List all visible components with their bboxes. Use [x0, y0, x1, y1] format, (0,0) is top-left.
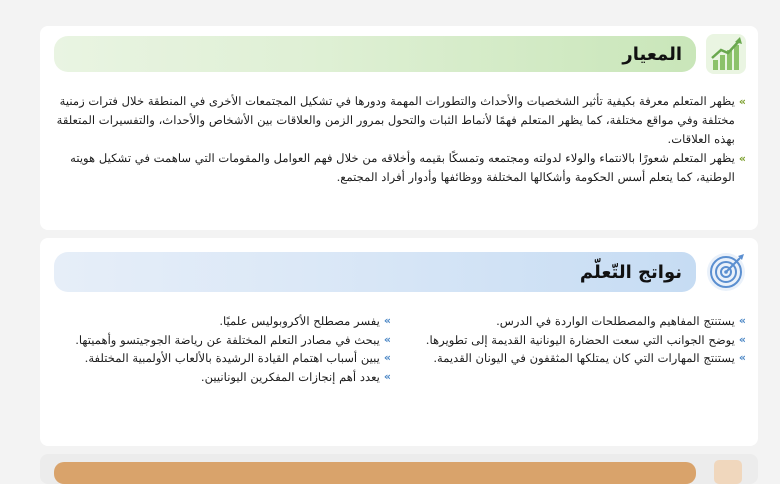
next-section-panel	[40, 454, 758, 484]
outcome-item	[405, 312, 746, 331]
outcome-item-text: يعدد أهم إنجازات المفكرين اليونانيين.	[200, 369, 380, 384]
outcome-item-text: يفسر مصطلح الأكروبوليس علميًا.	[219, 314, 380, 328]
standard-item-text: يظهر المتعلم معرفة بكيفية تأثير الشخصيات والأحداث والتطورات المهمة ودورها في تشكيل المجتمعات الأخرى في المنطقة خلال فترات زمنية مختلفة وفي مواقع مختلفة، كما يظهر المتعلم فهمًا لأنماط الثبات والتحول بمرور الزمن والعلاقات بين الأشخاص والأحداث، والتفسيرات المتعلقة بهذه العلاقات.	[56, 94, 735, 146]
outcome-item-text: يستنتج المهارات التي كان يمتلكها المثقفون في اليونان القديمة.	[433, 351, 735, 365]
outcome-item-text: يوضح الجوانب التي سعت الحضارة اليونانية القديمة إلى تطويرها.	[425, 332, 735, 347]
next-section-icon	[714, 460, 742, 484]
outcomes-columns	[50, 312, 746, 386]
standard-list	[50, 92, 746, 187]
outcome-item-text: يبين أسباب اهتمام القيادة الرشيدة بالألعاب الأولمبية المختلفة.	[84, 351, 380, 365]
bullet-marker: »	[738, 351, 746, 364]
standard-header-bar	[54, 36, 696, 72]
outcome-item-text: يبحث في مصادر التعلم المختلفة عن رياضة الجوجيتسو وأهميتها.	[75, 332, 380, 347]
bullet-marker: »	[738, 332, 746, 346]
bullet-marker: »	[383, 332, 391, 346]
standard-panel	[40, 26, 758, 230]
outcomes-title: نواتج التّعلّم	[579, 261, 682, 283]
next-section-header-bar	[54, 462, 696, 484]
outcome-item	[50, 349, 391, 368]
outcome-item	[50, 331, 391, 350]
bullet-marker: »	[383, 314, 391, 327]
outcomes-header-bar	[54, 252, 696, 292]
bullet-marker: »	[383, 351, 391, 364]
outcome-item	[405, 331, 746, 350]
standard-item	[50, 149, 746, 187]
outcomes-right-column	[405, 312, 746, 386]
outcome-item	[50, 312, 391, 331]
growth-chart-icon	[704, 32, 748, 76]
outcome-item	[405, 349, 746, 368]
bullet-marker: »	[738, 95, 746, 108]
standard-item	[50, 92, 746, 149]
standard-item-text: يظهر المتعلم شعورًا بالانتماء والولاء لدولته ومجتمعه وتمسكًا بقيمه وأخلاقه من خلال فهم العوامل والمقومات التي ساهمت في تشكيل هويته الوطنية، كما يتعلم أسس الحكومة وأشكالها المختلفة ووظائفها وأدوار أفراد المجتمع.	[70, 151, 735, 184]
bullet-marker: »	[738, 314, 746, 327]
standard-title: المعيار	[622, 43, 682, 65]
outcomes-panel	[40, 238, 758, 446]
target-icon	[704, 250, 748, 294]
outcome-item	[50, 368, 391, 387]
outcomes-left-column	[50, 312, 391, 386]
outcome-item-text: يستنتج المفاهيم والمصطلحات الواردة في الدرس.	[496, 314, 735, 328]
bullet-marker: »	[738, 152, 746, 165]
bullet-marker: »	[383, 369, 391, 383]
